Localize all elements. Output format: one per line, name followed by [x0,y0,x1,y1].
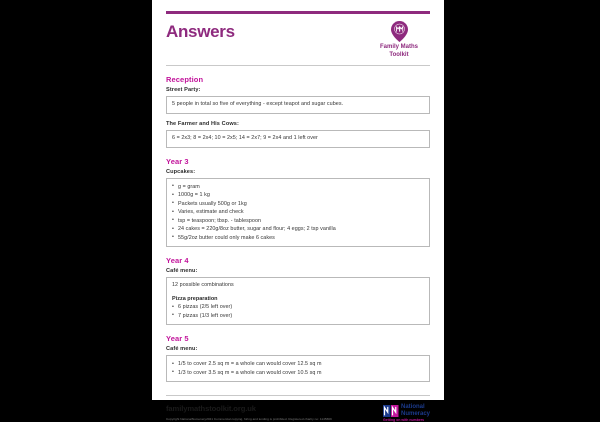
group-label: The Farmer and His Cows: [166,120,239,127]
section-heading: Year 4 [166,256,189,266]
answer-line: 12 possible combinations [172,282,234,289]
answer-bullet: • 1/3 to cover 3.5 sq m = a whole can would cover 10.5 sq m [172,369,424,378]
nn-logo-tagline: Getting on with numbers [382,418,425,422]
answer-bullet: • 7 pizzas (1/3 left over) [172,312,424,321]
section-heading: Year 5 [166,334,189,344]
answer-bullet: • 1/5 to cover 2.5 sq m = a whole can would cover 12.5 sq m [172,360,424,369]
nn-logo-word-national: National [400,404,425,411]
section-year-4 [166,256,430,325]
top-purple-rule [166,11,430,14]
nn-logo-top [383,404,430,417]
group-label: Café menu: [166,346,198,353]
brand-name-line1: Family Maths [379,44,418,50]
section-year-5 [166,334,430,382]
nn-logo-wordmark [401,404,430,417]
group-label: Café menu: [166,268,198,275]
answer-box [166,130,430,148]
national-numeracy-logo [383,404,430,422]
answer-bullet: • 6 pizzas (2/5 left over) [172,303,424,312]
document-header [166,21,430,59]
document-footer [166,404,430,422]
footer-divider [166,395,430,396]
section-reception [166,75,430,148]
location-pin-icon [391,21,408,42]
answer-line: 6 = 2x3; 8 = 2x4; 10 = 2x5; 14 = 2x7; 9 = 2x4 and 1 left over [172,134,318,141]
answer-bullet: • g = gram [172,183,424,192]
footer-copyright: Copyright NationalNumeracy2021 Commercial copying, hiring and lending is prohibited. Registered charity no: 1145669 [166,417,332,422]
section-heading: Reception [166,75,204,84]
section-heading: Year 3 [166,156,189,166]
answer-line: 5 people in total so five of everything - except teapot and sugar cubes. [172,101,344,107]
answer-bullet: • tsp = teaspoon; tbsp. - tablespoon [172,217,424,226]
nn-monogram-icon [383,405,399,417]
answer-box [166,277,430,325]
group-label: Cupcakes: [166,168,196,175]
group-label: Street Party: [166,87,201,93]
nn-logo-word-numeracy: Numeracy [400,410,430,417]
answer-box [166,355,430,382]
brand-name [380,44,418,59]
answer-box-subheading: Pizza preparation [172,296,218,303]
answer-box [166,178,430,248]
footer-text-block [166,404,332,421]
answer-bullet: • Varies, estimate and check [172,208,424,217]
answer-bullet: • 24 cakes = 220g/8oz butter, sugar and flour; 4 eggs; 2 tsp vanilla [172,225,424,234]
answer-bullet: • 1000g = 1 kg [172,191,424,200]
family-maths-toolkit-logo [368,21,430,59]
document-page [152,0,444,422]
page-title: Answers [166,22,235,41]
answer-bullet: • Packets usually 500g or 1kg [172,200,424,209]
answer-bullet: • 55g/2oz butter could only make 6 cakes [172,234,424,243]
header-divider [166,65,430,66]
section-year-3 [166,157,430,248]
footer-website-url[interactable]: familymathstoolkit.org.uk [166,404,256,414]
brand-name-line2: Toolkit [389,51,409,58]
answer-box [166,96,430,114]
